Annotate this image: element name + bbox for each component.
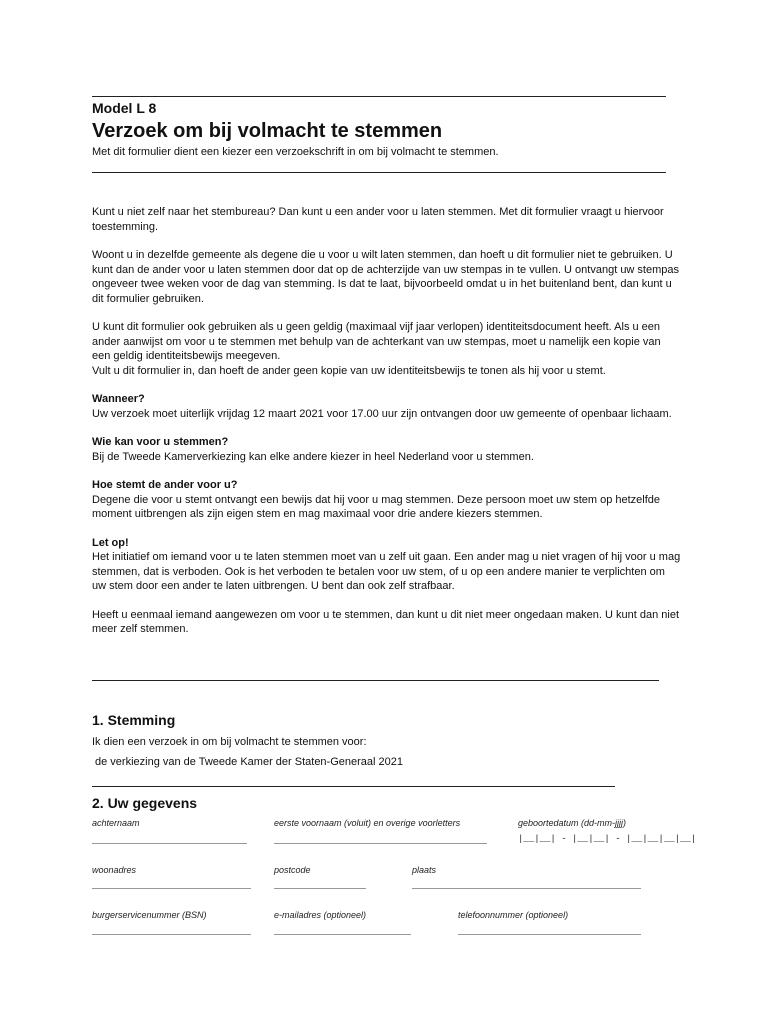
geboortedatum-field[interactable]: |__|__| - |__|__| - |__|__|__|__| <box>518 834 697 844</box>
letop-block <box>92 536 682 594</box>
intro-paragraph-3 <box>92 320 682 378</box>
wanneer-heading: Wanneer? <box>92 393 145 405</box>
section-2-heading: 2. Uw gegevens <box>92 795 198 811</box>
letop-text: Het initiatief om iemand voor u te laten stemmen moet van u zelf uit gaan. Een ander mag u niet vragen of hij voor u mag stemmen, dat is verboden. Ook is het verboden te betalen voor uw stem, of u op een andere manier te verplichten om uw stem door een ander te laten uitbrengen. U bent dan ook zelf strafbaar. <box>92 551 681 592</box>
intro-paragraph-3b: Vult u dit formulier in, dan hoeft de ander geen kopie van uw identiteitsbewijs te tonen als hij voor u stemt. <box>92 364 606 377</box>
plaats-label: plaats <box>412 865 437 875</box>
hoe-text: Degene die voor u stemt ontvangt een bewijs dat hij voor u mag stemmen. Deze persoon moet uw stem op hetzelfde moment uitbrengen als zijn eigen stem en mag maximaal voor drie andere kiezers stemmen. <box>92 493 661 520</box>
bsn-label: burgerservicenummer (BSN) <box>92 910 207 920</box>
achternaam-field[interactable] <box>92 843 247 844</box>
page-title: Verzoek om bij volmacht te stemmen <box>92 120 443 142</box>
wanneer-block <box>92 392 682 421</box>
intro-text <box>92 205 682 651</box>
intro-end-rule <box>92 680 659 681</box>
wie-heading: Wie kan voor u stemmen? <box>92 436 229 448</box>
woonadres-label: woonadres <box>92 865 137 875</box>
geboortedatum-label: geboortedatum (dd-mm-jjjj) <box>518 818 627 828</box>
email-field[interactable] <box>274 934 411 935</box>
hoe-block <box>92 478 682 522</box>
section-1-line-2: de verkiezing van de Tweede Kamer der Staten-Generaal 2021 <box>95 756 403 768</box>
postcode-label: postcode <box>274 865 311 875</box>
bsn-field[interactable] <box>92 934 251 935</box>
wie-block <box>92 435 682 464</box>
woonadres-field[interactable] <box>92 888 251 889</box>
telefoon-field[interactable] <box>458 934 641 935</box>
plaats-field[interactable] <box>412 888 641 889</box>
model-label: Model L 8 <box>92 100 157 116</box>
hoe-heading: Hoe stemt de ander voor u? <box>92 479 238 491</box>
top-rule <box>92 96 666 97</box>
postcode-field[interactable] <box>274 888 366 889</box>
header-rule <box>92 172 666 173</box>
wie-text: Bij de Tweede Kamerverkiezing kan elke andere kiezer in heel Nederland voor u stemmen. <box>92 450 534 463</box>
wanneer-text: Uw verzoek moet uiterlijk vrijdag 12 maart 2021 voor 17.00 uur zijn ontvangen door uw gemeente of openbaar lichaam. <box>92 407 672 420</box>
page-subtitle: Met dit formulier dient een kiezer een verzoekschrift in om bij volmacht te stemmen. <box>92 146 499 158</box>
intro-paragraph-2: Woont u in dezelfde gemeente als degene die u voor u wilt laten stemmen, dan hoeft u dit formulier niet te gebruiken. U kunt dan de ander voor u laten stemmen door dat op de achterzijde van uw stempas in te vullen. U ontvangt uw stempas ongeveer twee weken voor de dag van stemming. Is dat te laat, bijvoorbeeld omdat u in het buitenland bent, dan kunt u dit formulier gebruiken. <box>92 249 680 305</box>
intro-paragraph-3a: U kunt dit formulier ook gebruiken als u geen geldig (maximaal vijf jaar verlopen) identiteitsdocument heeft. Als u een ander aanwijst om voor u te stemmen met behulp van de achterkant van uw stempas, moet u namelijk een kopie van een geldig identiteitsbewijs meegeven. <box>92 321 661 362</box>
section-1-line-1: Ik dien een verzoek in om bij volmacht te stemmen voor: <box>92 736 367 748</box>
telefoon-label: telefoonnummer (optioneel) <box>458 910 569 920</box>
voornaam-field[interactable] <box>274 843 487 844</box>
section-1-rule <box>92 786 615 787</box>
email-label: e-mailadres (optioneel) <box>274 910 367 920</box>
achternaam-label: achternaam <box>92 818 140 828</box>
intro-paragraph-last: Heeft u eenmaal iemand aangewezen om voor u te stemmen, dan kunt u dit niet meer ongedaan maken. U kunt dan niet meer zelf stemmen. <box>92 608 680 635</box>
intro-paragraph-1: Kunt u niet zelf naar het stembureau? Dan kunt u een ander voor u laten stemmen. Met dit formulier vraagt u hiervoor toestemming. <box>92 206 664 233</box>
section-1-heading: 1. Stemming <box>92 712 176 728</box>
voornaam-label: eerste voornaam (voluit) en overige voorletters <box>274 818 461 828</box>
letop-heading: Let op! <box>92 536 129 549</box>
